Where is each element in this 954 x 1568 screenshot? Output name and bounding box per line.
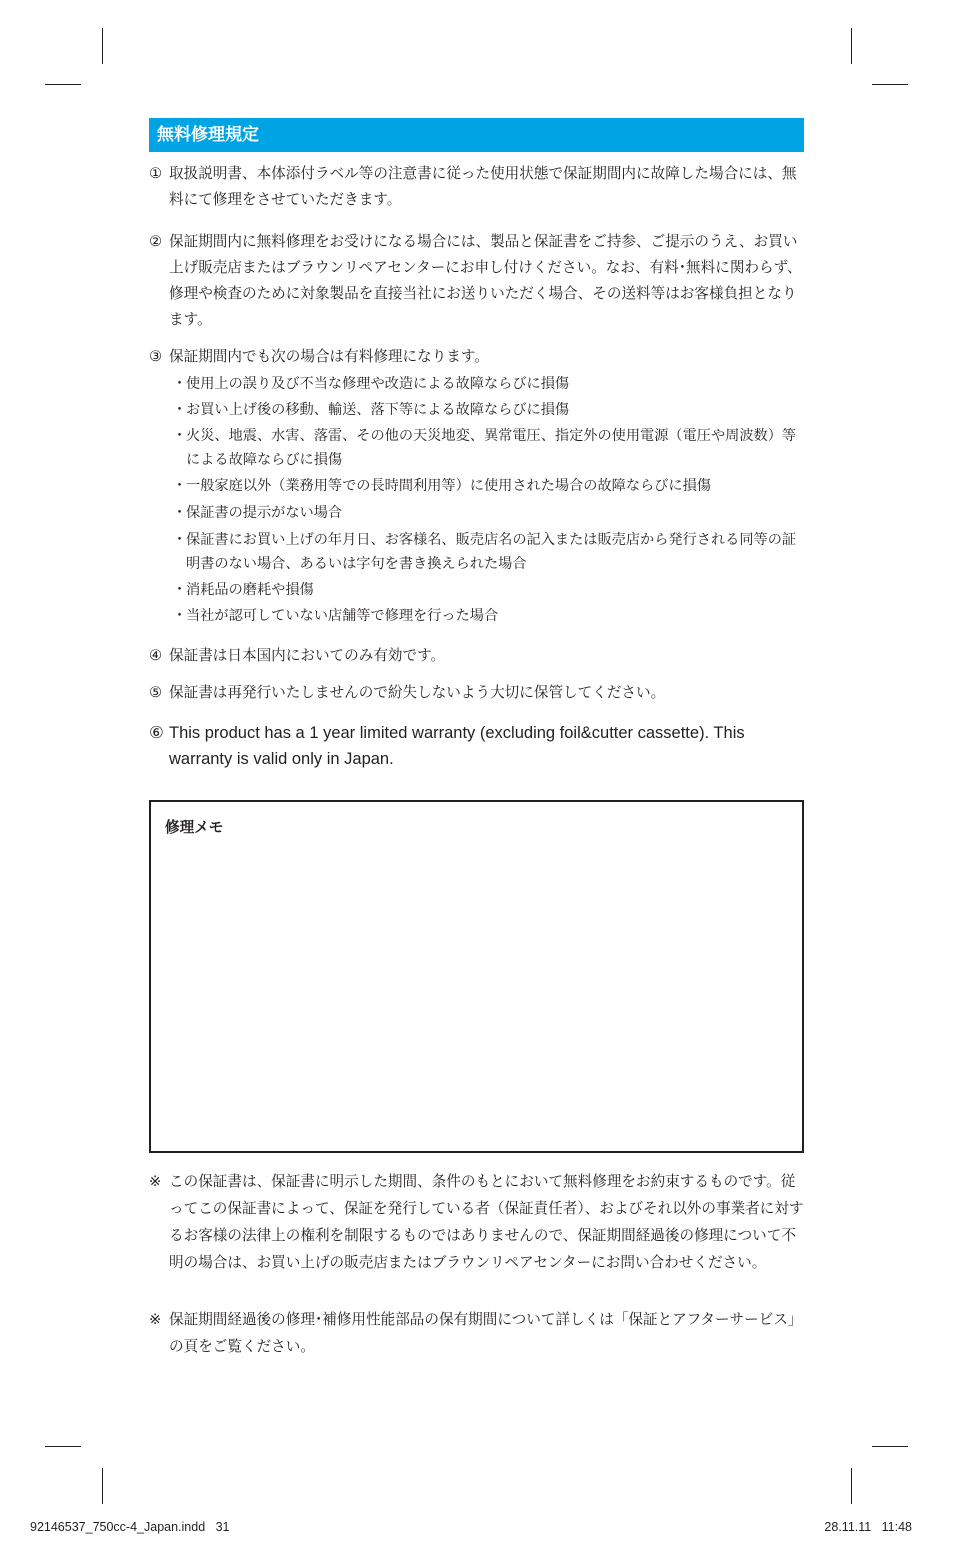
exclusion-item bbox=[176, 578, 806, 602]
item-text: This product has a 1 year limited warranty (excluding foil&cutter cassette). This warranty is valid only in Japan. bbox=[169, 724, 745, 768]
item-text: 保証期間内に無料修理をお受けになる場合には、製品と保証書をご持参、ご提示のうえ、お買い上げ販売店またはブラウンリペアセンターにお申し付けください。なお、有料･無料に関わらず、修理や検査のために対象製品を直接当社にお送りいただく場合、その送料等はお客様負担となります。 bbox=[169, 233, 802, 328]
bullet: ･ bbox=[176, 402, 184, 418]
item-text: 保証書は日本国内においてのみ有効です。 bbox=[169, 647, 446, 664]
crop-mark bbox=[102, 28, 103, 64]
warranty-item-2 bbox=[149, 229, 809, 333]
warranty-item-5 bbox=[149, 680, 809, 706]
bullet: ･ bbox=[176, 376, 184, 392]
exclusion-text: 一般家庭以外（業務用等での長時間利用等）に使用された場合の故障ならびに損傷 bbox=[186, 478, 711, 494]
warranty-item-3 bbox=[149, 344, 809, 370]
bullet: ･ bbox=[176, 505, 184, 521]
note-text: この保証書は、保証書に明示した期間、条件のもとにおいて無料修理をお約束するものです。従ってこの保証書によって、保証を発行している者（保証責任者）、およびそれ以外の事業者に対するお客様の法律上の権利を制限するものではありませんので、保証期間経過後の修理について不明の場合は、お買い上げの販売店またはブラウンリペアセンターにお問い合わせください。 bbox=[169, 1173, 804, 1271]
item-number: ① bbox=[149, 165, 163, 182]
footer-filename: 92146537_750cc-4_Japan.indd 31 bbox=[30, 1520, 230, 1534]
item-number: ⑤ bbox=[149, 684, 163, 701]
exclusion-item bbox=[176, 398, 806, 422]
exclusion-text: 保証書の提示がない場合 bbox=[186, 505, 343, 521]
note-mark: ※ bbox=[149, 1311, 162, 1328]
exclusion-text: 使用上の誤り及び不当な修理や改造による故障ならびに損傷 bbox=[186, 376, 570, 392]
item-text: 保証期間内でも次の場合は有料修理になります。 bbox=[169, 348, 489, 365]
item-text: 保証書は再発行いたしませんので紛失しないよう大切に保管してください。 bbox=[169, 684, 666, 701]
item-number: ④ bbox=[149, 647, 163, 664]
crop-mark bbox=[851, 1468, 852, 1504]
crop-mark bbox=[872, 84, 908, 85]
exclusion-item bbox=[176, 528, 806, 576]
crop-mark bbox=[872, 1446, 908, 1447]
repair-memo-box bbox=[149, 800, 804, 1153]
warranty-item-4 bbox=[149, 643, 809, 669]
exclusion-text: 火災、地震、水害、落雷、その他の天災地変、異常電圧、指定外の使用電源（電圧や周波数）等による故障ならびに損傷 bbox=[186, 428, 797, 468]
footer-datetime: 28.11.11 11:48 bbox=[824, 1520, 912, 1534]
exclusion-text: 保証書にお買い上げの年月日、お客様名、販売店名の記入または販売店から発行される同等の証明書のない場合、あるいは字句を書き換えられた場合 bbox=[186, 532, 797, 572]
warranty-item-6 bbox=[149, 720, 809, 772]
section-title: 無料修理規定 bbox=[149, 118, 804, 152]
exclusion-text: 消耗品の磨耗や損傷 bbox=[186, 582, 314, 598]
note-mark: ※ bbox=[149, 1173, 162, 1190]
crop-mark bbox=[45, 84, 81, 85]
note bbox=[149, 1168, 809, 1276]
bullet: ･ bbox=[176, 608, 184, 624]
crop-mark bbox=[102, 1468, 103, 1504]
exclusion-text: お買い上げ後の移動、輸送、落下等による故障ならびに損傷 bbox=[186, 402, 570, 418]
exclusion-item bbox=[176, 501, 806, 525]
exclusion-item bbox=[176, 424, 806, 472]
item-number: ② bbox=[149, 233, 163, 250]
crop-mark bbox=[851, 28, 852, 64]
warranty-item-1 bbox=[149, 161, 809, 213]
crop-mark bbox=[45, 1446, 81, 1447]
bullet: ･ bbox=[176, 478, 184, 494]
memo-title: 修理メモ bbox=[165, 819, 224, 836]
note-text: 保証期間経過後の修理･補修用性能部品の保有期間について詳しくは「保証とアフターサービス」の頁をご覧ください。 bbox=[169, 1311, 803, 1355]
item-number: ⑥ bbox=[149, 724, 164, 742]
note bbox=[149, 1306, 809, 1360]
exclusion-item bbox=[176, 372, 806, 396]
bullet: ･ bbox=[176, 532, 184, 548]
item-number: ③ bbox=[149, 348, 163, 365]
bullet: ･ bbox=[176, 582, 184, 598]
exclusion-item bbox=[176, 604, 806, 628]
bullet: ･ bbox=[176, 428, 184, 444]
exclusion-item bbox=[176, 474, 806, 498]
item-text: 取扱説明書、本体添付ラベル等の注意書に従った使用状態で保証期間内に故障した場合には、無料にて修理をさせていただきます。 bbox=[169, 165, 797, 208]
exclusion-text: 当社が認可していない店舗等で修理を行った場合 bbox=[186, 608, 499, 624]
